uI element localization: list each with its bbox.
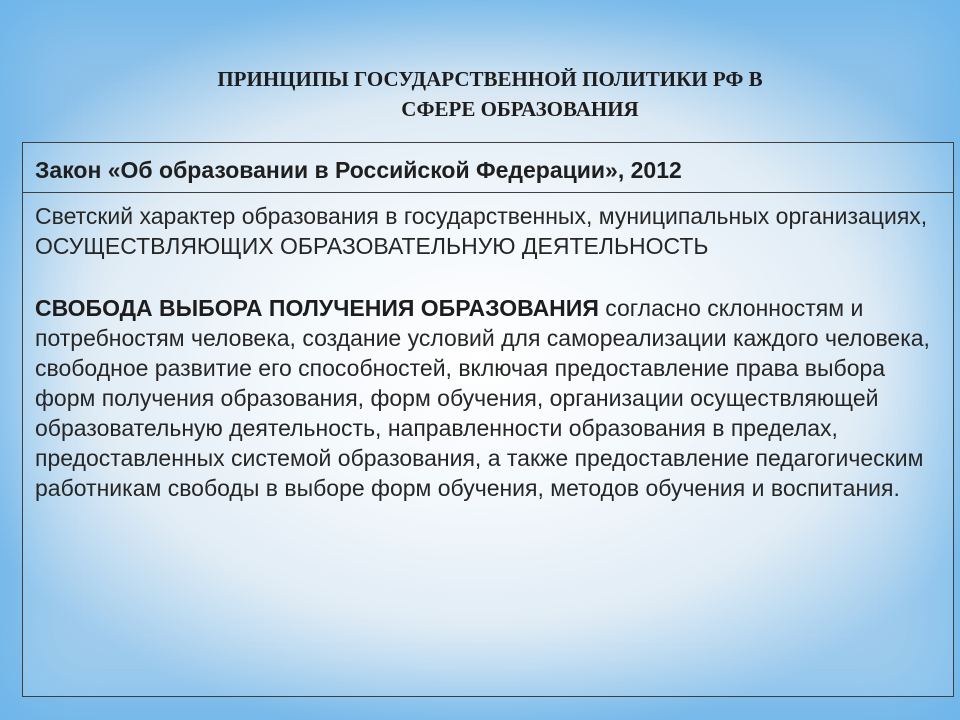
content-table xyxy=(22,142,954,697)
principle-secular-education: Светский характер образования в государственных, муниципальных организациях, ОСУЩЕСТВЛЯЮЩИХ ОБРАЗОВАТЕЛЬНУЮ ДЕЯТЕЛЬНОСТЬ xyxy=(35,203,928,259)
principle-freedom-of-choice xyxy=(35,293,943,503)
slide-title xyxy=(160,64,860,124)
principle-freedom-text: согласно склонностям и потребностям человека, создание условий для самореализации каждого человека, свободное развитие его способностей, включая предоставление права выбора форм получения образования, форм обучения, организации осуществляющей образовательную деятельность, направленности образования в пределах, предоставленных системой образования, а также предоставление педагогическим работникам свободы в выборе форм обучения, методов обучения и воспитания. xyxy=(35,295,930,501)
table-header-law: Закон «Об образовании в Российской Федерации», 2012 xyxy=(23,143,953,193)
principle-freedom-lead: СВОБОДА ВЫБОРА ПОЛУЧЕНИЯ ОБРАЗОВАНИЯ xyxy=(35,295,599,321)
slide-title-line-2: СФЕРЕ ОБРАЗОВАНИЯ xyxy=(401,97,639,121)
slide-title-line-1: ПРИНЦИПЫ ГОСУДАРСТВЕННОЙ ПОЛИТИКИ РФ В xyxy=(217,67,763,91)
table-body xyxy=(23,193,953,503)
